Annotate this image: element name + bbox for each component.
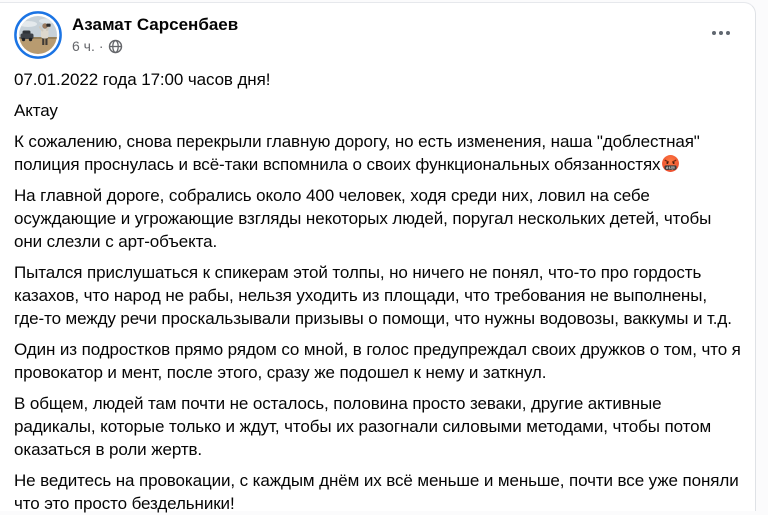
ellipsis-icon [712,31,730,35]
post-paragraph: На главной дороге, собрались около 400 человек, ходя среди них, ловил на себе осуждающие и угрожающие взгляды некоторых людей, поругал нескольких детей, чтобы они слезли с арт-объекта. [14,186,712,251]
post-paragraph: Не ведитесь на провокации, с каждым днём их всё меньше и меньше, почти все уже поняли что это просто бездельники! [14,471,739,513]
avatar[interactable] [14,11,62,59]
post-paragraph: Пытался прислушаться к спикерам этой толпы, но ничего не понял, что-то про гордость казахов, что народ не рабы, нельзя уходить из площади, что требования не выполнены, где-то между речи проскальзывали призывы о помощи, что нужны водовозы, ваккумы и т.д. [14,263,732,328]
meta-separator: · [98,38,104,54]
header-text [72,11,238,55]
post-paragraph: Актау [14,101,58,120]
post-paragraph: К сожалению, снова перекрыли главную дорогу, но есть изменения, наша "доблестная" полиция проснулась и всё-таки вспомнила о своих функциональных обязанностях #$@! [14,132,700,174]
post-paragraph: Один из подростков прямо рядом со мной, в голос предупреждал своих дружков о том, что я провокатор и мент, после этого, сразу же подошел к нему и заткнул. [14,340,741,382]
globe-icon [108,39,123,54]
svg-text:#$@!: #$@! [666,165,676,170]
timestamp[interactable]: 6 ч. [72,38,95,54]
post-menu-button[interactable] [703,15,739,51]
cursing-face-emoji [661,154,680,173]
post-meta [72,37,238,55]
author-name[interactable]: Азамат Сарсенбаев [72,15,239,34]
post-body [0,59,755,515]
post-header [0,3,755,59]
avatar-photo [14,11,62,59]
post-paragraph: В общем, людей там почти не осталось, половина просто зеваки, другие активные радикалы, которые только и ждут, чтобы их разогнали силовыми методами, чтобы потом оказаться в роли жертв. [14,394,712,459]
post-card [0,2,756,511]
post-paragraph: 07.01.2022 года 17:00 часов дня! [14,70,271,89]
